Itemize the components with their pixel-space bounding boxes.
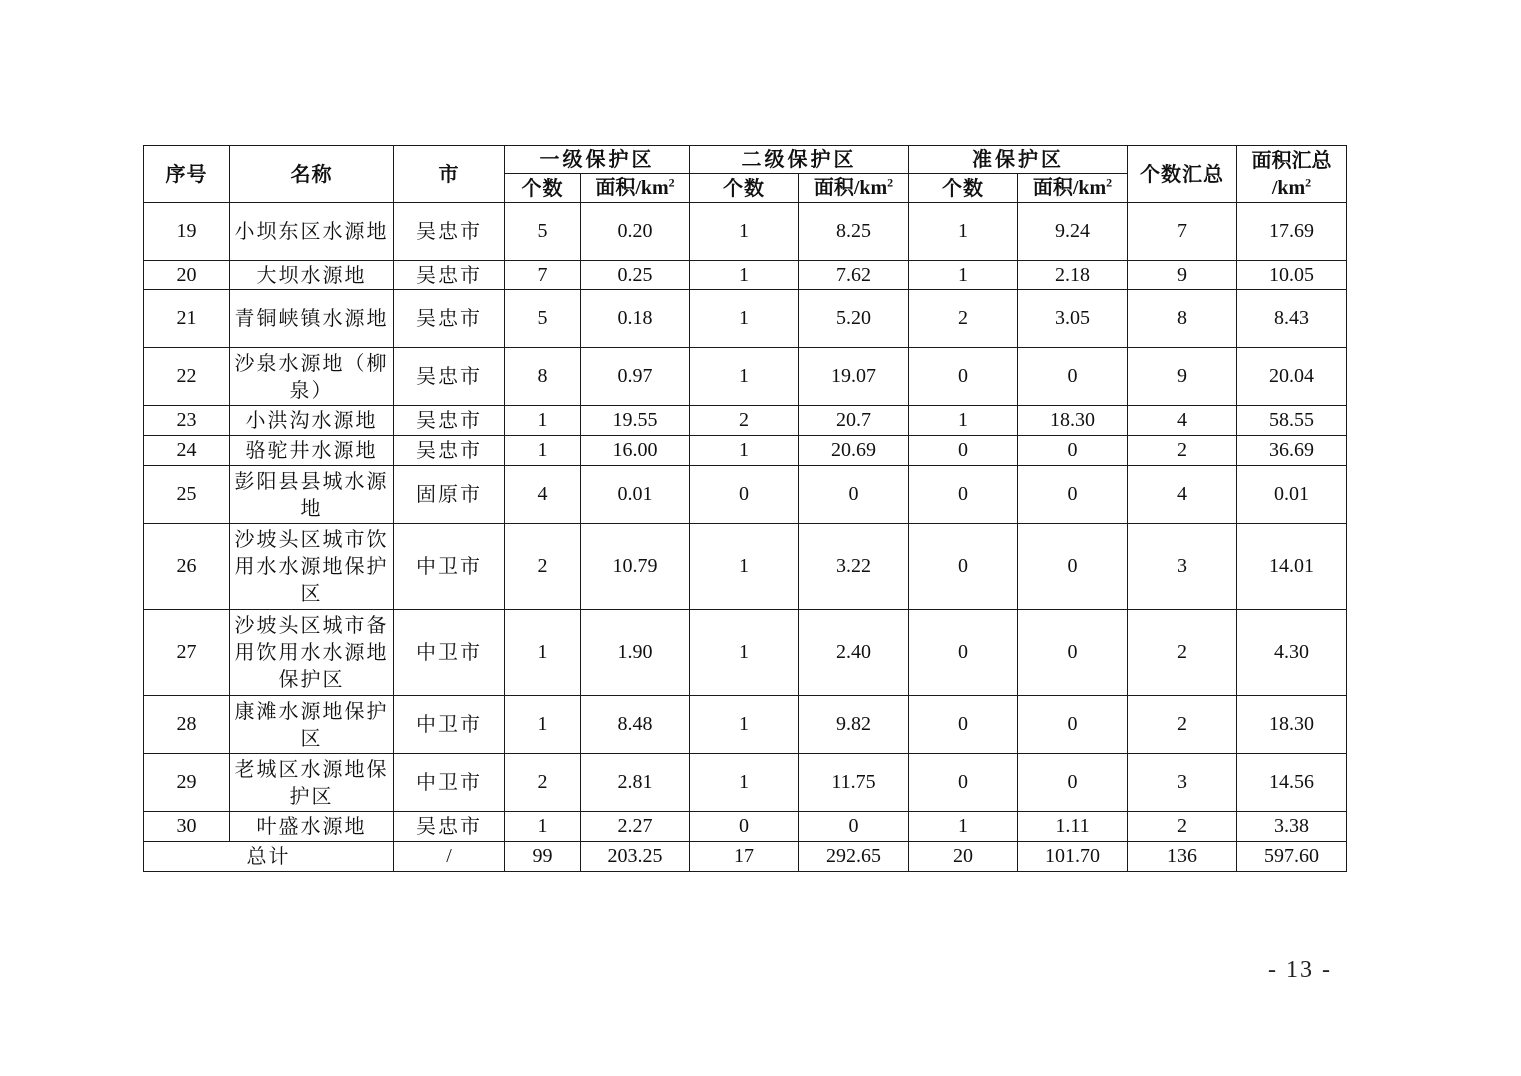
cell-area-total: 36.69 [1237,436,1347,466]
cell-quasi-count: 1 [909,203,1018,261]
table-row [144,436,1347,466]
header-level1-area [581,174,690,203]
header-name: 名称 [230,146,394,203]
header-quasi-area [1018,174,1128,203]
cell-quasi-area: 1.11 [1018,812,1128,842]
header-area-total-sup: 2 [1305,174,1312,189]
page-number: - 13 - [1268,957,1332,983]
cell-area-total: 58.55 [1237,406,1347,436]
cell-level2-area: 20.7 [799,406,909,436]
cell-level1-area: 8.48 [581,696,690,754]
cell-level2-area: 2.40 [799,610,909,696]
header-level2-count: 个数 [690,174,799,203]
cell-name: 小洪沟水源地 [230,406,394,436]
cell-level1-count: 1 [505,812,581,842]
cell-level1-count: 2 [505,754,581,812]
cell-level2-count: 1 [690,754,799,812]
cell-level1-count: 1 [505,406,581,436]
cell-level1-area: 10.79 [581,524,690,610]
cell-area-total: 20.04 [1237,348,1347,406]
cell-name: 老城区水源地保护区 [230,754,394,812]
header-city: 市 [394,146,505,203]
total-row [144,842,1347,872]
cell-area-total: 18.30 [1237,696,1347,754]
total-area: 597.60 [1237,842,1347,872]
cell-level1-area: 19.55 [581,406,690,436]
cell-count-total: 9 [1128,348,1237,406]
cell-seq: 23 [144,406,230,436]
cell-area-total: 14.01 [1237,524,1347,610]
header-row-1 [144,146,1347,174]
cell-name: 沙坡头区城市备用饮用水水源地保护区 [230,610,394,696]
cell-quasi-count: 0 [909,466,1018,524]
header-area-total-label: 面积汇总 [1251,147,1332,172]
cell-level1-count: 7 [505,261,581,290]
header-seq: 序号 [144,146,230,203]
cell-area-total: 4.30 [1237,610,1347,696]
cell-level1-count: 5 [505,203,581,261]
cell-area-total: 14.56 [1237,754,1347,812]
header-count-total: 个数汇总 [1128,146,1237,203]
header-level1-zone: 一级保护区 [505,146,690,174]
cell-quasi-count: 1 [909,261,1018,290]
table-row [144,348,1347,406]
cell-name: 小坝东区水源地 [230,203,394,261]
cell-name: 沙坡头区城市饮用水水源地保护区 [230,524,394,610]
total-count: 136 [1128,842,1237,872]
cell-level1-count: 2 [505,524,581,610]
cell-seq: 28 [144,696,230,754]
cell-level2-area: 0 [799,466,909,524]
total-level2-count: 17 [690,842,799,872]
header-quasi-count: 个数 [909,174,1018,203]
cell-level1-count: 5 [505,290,581,348]
cell-count-total: 2 [1128,696,1237,754]
cell-count-total: 9 [1128,261,1237,290]
cell-level2-count: 0 [690,466,799,524]
cell-city: 固原市 [394,466,505,524]
table-row [144,261,1347,290]
cell-city: 吴忠市 [394,436,505,466]
cell-city: 吴忠市 [394,290,505,348]
cell-seq: 19 [144,203,230,261]
table-row [144,754,1347,812]
cell-quasi-count: 0 [909,524,1018,610]
table-row [144,610,1347,696]
cell-level2-count: 1 [690,524,799,610]
table-row [144,812,1347,842]
cell-area-total: 17.69 [1237,203,1347,261]
cell-level1-area: 1.90 [581,610,690,696]
cell-quasi-count: 0 [909,436,1018,466]
cell-name: 沙泉水源地（柳泉） [230,348,394,406]
cell-level1-count: 1 [505,610,581,696]
cell-level2-area: 11.75 [799,754,909,812]
cell-level2-count: 1 [690,203,799,261]
cell-level1-count: 8 [505,348,581,406]
cell-count-total: 3 [1128,524,1237,610]
cell-level1-count: 1 [505,696,581,754]
cell-city: 吴忠市 [394,406,505,436]
cell-city: 吴忠市 [394,261,505,290]
cell-city: 吴忠市 [394,203,505,261]
cell-level2-area: 5.20 [799,290,909,348]
cell-city: 吴忠市 [394,812,505,842]
cell-level2-area: 8.25 [799,203,909,261]
cell-area-total: 10.05 [1237,261,1347,290]
table-row [144,466,1347,524]
cell-count-total: 7 [1128,203,1237,261]
table-row [144,524,1347,610]
cell-seq: 30 [144,812,230,842]
cell-level1-area: 0.20 [581,203,690,261]
cell-quasi-count: 1 [909,812,1018,842]
header-area-total [1237,146,1347,203]
cell-level1-area: 0.01 [581,466,690,524]
cell-count-total: 2 [1128,610,1237,696]
total-quasi-count: 20 [909,842,1018,872]
cell-area-total: 0.01 [1237,466,1347,524]
cell-count-total: 2 [1128,436,1237,466]
cell-count-total: 8 [1128,290,1237,348]
cell-quasi-area: 18.30 [1018,406,1128,436]
cell-quasi-count: 2 [909,290,1018,348]
cell-quasi-count: 0 [909,754,1018,812]
cell-count-total: 4 [1128,466,1237,524]
total-level1-count: 99 [505,842,581,872]
cell-level1-area: 2.27 [581,812,690,842]
cell-level2-count: 1 [690,290,799,348]
cell-level2-count: 2 [690,406,799,436]
header-quasi-area-sup: 2 [1106,174,1113,189]
cell-quasi-count: 0 [909,696,1018,754]
cell-seq: 27 [144,610,230,696]
cell-quasi-area: 0 [1018,610,1128,696]
cell-quasi-area: 2.18 [1018,261,1128,290]
cell-name: 大坝水源地 [230,261,394,290]
table-row [144,290,1347,348]
cell-quasi-area: 0 [1018,524,1128,610]
cell-seq: 22 [144,348,230,406]
cell-seq: 20 [144,261,230,290]
cell-level2-count: 1 [690,348,799,406]
cell-level2-count: 1 [690,696,799,754]
total-label: 总计 [144,842,394,872]
cell-quasi-area: 3.05 [1018,290,1128,348]
cell-level1-area: 16.00 [581,436,690,466]
cell-quasi-count: 0 [909,348,1018,406]
cell-level2-area: 20.69 [799,436,909,466]
cell-quasi-count: 0 [909,610,1018,696]
total-level1-area: 203.25 [581,842,690,872]
cell-name: 青铜峡镇水源地 [230,290,394,348]
header-level2-area-sup: 2 [887,174,894,189]
cell-level2-count: 0 [690,812,799,842]
cell-level2-area: 7.62 [799,261,909,290]
header-quasi-zone: 准保护区 [909,146,1128,174]
header-level1-area-sup: 2 [668,174,675,189]
header-quasi-area-label: 面积/km [1032,176,1107,199]
cell-city: 中卫市 [394,696,505,754]
cell-level2-count: 1 [690,261,799,290]
cell-seq: 26 [144,524,230,610]
cell-seq: 21 [144,290,230,348]
table-row [144,696,1347,754]
table-row [144,406,1347,436]
cell-level2-area: 19.07 [799,348,909,406]
protection-zone-table [143,145,1347,872]
cell-quasi-area: 9.24 [1018,203,1128,261]
cell-name: 康滩水源地保护区 [230,696,394,754]
cell-quasi-area: 0 [1018,466,1128,524]
cell-area-total: 3.38 [1237,812,1347,842]
cell-seq: 29 [144,754,230,812]
header-level2-area-label: 面积/km [813,176,888,199]
cell-level2-count: 1 [690,436,799,466]
cell-level2-area: 0 [799,812,909,842]
cell-quasi-area: 0 [1018,348,1128,406]
cell-city: 中卫市 [394,754,505,812]
cell-level2-area: 3.22 [799,524,909,610]
header-level1-area-label: 面积/km [595,176,669,199]
cell-count-total: 4 [1128,406,1237,436]
header-area-total-unit: /km [1271,176,1306,199]
cell-level1-area: 0.25 [581,261,690,290]
cell-quasi-area: 0 [1018,754,1128,812]
cell-count-total: 2 [1128,812,1237,842]
cell-quasi-count: 1 [909,406,1018,436]
cell-level1-area: 0.97 [581,348,690,406]
cell-seq: 25 [144,466,230,524]
cell-quasi-area: 0 [1018,436,1128,466]
header-level2-area [799,174,909,203]
total-city: / [394,842,505,872]
cell-count-total: 3 [1128,754,1237,812]
cell-level1-count: 4 [505,466,581,524]
cell-quasi-area: 0 [1018,696,1128,754]
header-level1-count: 个数 [505,174,581,203]
cell-name: 彭阳县县城水源地 [230,466,394,524]
cell-area-total: 8.43 [1237,290,1347,348]
cell-name: 叶盛水源地 [230,812,394,842]
cell-level2-count: 1 [690,610,799,696]
cell-level2-area: 9.82 [799,696,909,754]
cell-city: 中卫市 [394,524,505,610]
cell-name: 骆驼井水源地 [230,436,394,466]
cell-seq: 24 [144,436,230,466]
cell-level1-area: 2.81 [581,754,690,812]
cell-level1-area: 0.18 [581,290,690,348]
table-row [144,203,1347,261]
cell-city: 中卫市 [394,610,505,696]
total-level2-area: 292.65 [799,842,909,872]
header-level2-zone: 二级保护区 [690,146,909,174]
total-quasi-area: 101.70 [1018,842,1128,872]
cell-level1-count: 1 [505,436,581,466]
cell-city: 吴忠市 [394,348,505,406]
